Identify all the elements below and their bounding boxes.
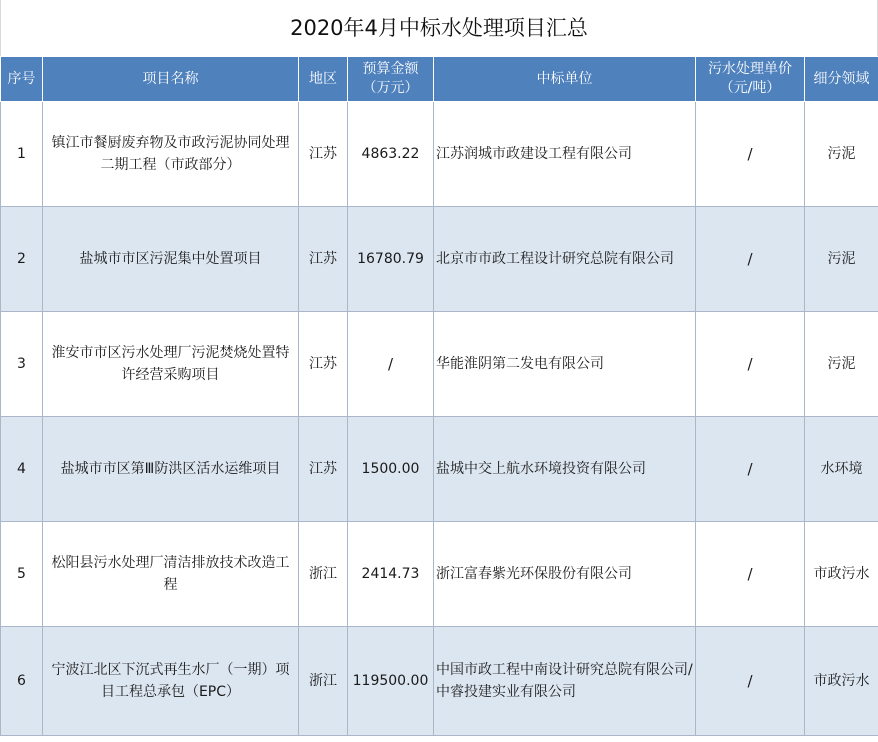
cell-region: 浙江 [299,522,348,627]
header-project-name: 项目名称 [43,57,299,102]
header-unit-price [696,57,805,102]
cell-unit-price: / [696,207,805,312]
cell-field: 污泥 [805,207,878,312]
cell-region: 江苏 [299,102,348,207]
header-price-line2: （元/吨） [719,80,781,96]
cell-no: 6 [1,627,43,736]
bid-summary-table [0,56,878,736]
header-field: 细分领域 [805,57,878,102]
table-row [1,102,878,207]
cell-no: 3 [1,312,43,417]
cell-region: 江苏 [299,312,348,417]
cell-region: 江苏 [299,207,348,312]
header-budget [348,57,434,102]
cell-winner: 浙江富春紫光环保股份有限公司 [434,522,696,627]
header-price-line1: 污水处理单价 [708,61,792,77]
header-winner: 中标单位 [434,57,696,102]
cell-region: 江苏 [299,417,348,522]
header-row [1,57,878,102]
cell-budget: 2414.73 [348,522,434,627]
cell-field: 污泥 [805,312,878,417]
table-row [1,207,878,312]
cell-field: 污泥 [805,102,878,207]
cell-winner: 盐城中交上航水环境投资有限公司 [434,417,696,522]
cell-winner: 华能淮阴第二发电有限公司 [434,312,696,417]
cell-winner: 江苏润城市政建设工程有限公司 [434,102,696,207]
header-budget-line1: 预算金额 [362,61,419,77]
cell-field: 水环境 [805,417,878,522]
cell-budget: / [348,312,434,417]
header-budget-line2: （万元） [362,80,419,96]
table-row [1,312,878,417]
cell-project-name: 盐城市市区第Ⅲ防洪区活水运维项目 [43,417,299,522]
cell-budget: 119500.00 [348,627,434,736]
cell-unit-price: / [696,312,805,417]
header-no: 序号 [1,57,43,102]
cell-project-name: 淮安市市区污水处理厂污泥焚烧处置特许经营采购项目 [43,312,299,417]
cell-no: 1 [1,102,43,207]
cell-project-name: 松阳县污水处理厂清洁排放技术改造工程 [43,522,299,627]
cell-no: 5 [1,522,43,627]
table-row [1,522,878,627]
cell-project-name: 宁波江北区下沉式再生水厂（一期）项目工程总承包（EPC） [43,627,299,736]
cell-budget: 16780.79 [348,207,434,312]
cell-unit-price: / [696,522,805,627]
cell-unit-price: / [696,627,805,736]
table-row [1,417,878,522]
cell-project-name: 镇江市餐厨废弃物及市政污泥协同处理二期工程（市政部分） [43,102,299,207]
table-title: 2020年4月中标水处理项目汇总 [0,0,878,56]
header-region: 地区 [299,57,348,102]
cell-region: 浙江 [299,627,348,736]
cell-project-name: 盐城市市区污泥集中处置项目 [43,207,299,312]
cell-field: 市政污水 [805,522,878,627]
cell-no: 2 [1,207,43,312]
table-row [1,627,878,736]
cell-winner: 中国市政工程中南设计研究总院有限公司/中睿投建实业有限公司 [434,627,696,736]
cell-unit-price: / [696,102,805,207]
cell-budget: 4863.22 [348,102,434,207]
cell-winner: 北京市市政工程设计研究总院有限公司 [434,207,696,312]
cell-unit-price: / [696,417,805,522]
cell-no: 4 [1,417,43,522]
cell-field: 市政污水 [805,627,878,736]
cell-budget: 1500.00 [348,417,434,522]
